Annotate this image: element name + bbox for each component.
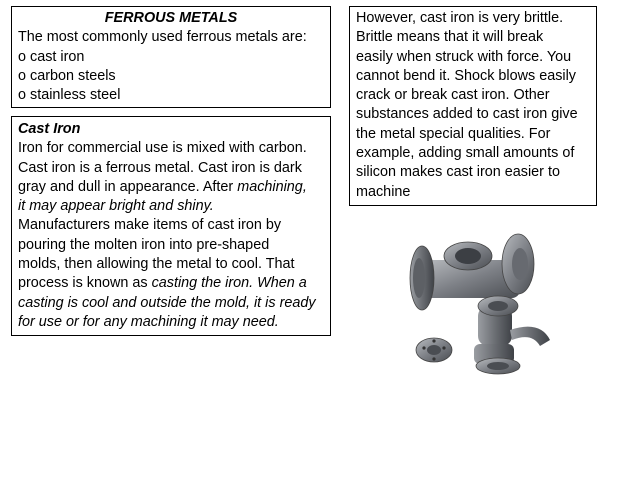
- cast-iron-italic-text: machining,: [237, 178, 307, 195]
- brittle-text-line: example, adding small amounts of: [356, 145, 575, 162]
- cast-iron-text-line: Cast iron is a ferrous metal. Cast iron is dark: [18, 159, 302, 176]
- brittle-text-line: substances added to cast iron give: [356, 106, 578, 123]
- brittle-text-line: However, cast iron is very brittle.: [356, 10, 564, 26]
- ferrous-metals-intro: The most commonly used ferrous metals are:: [18, 29, 307, 46]
- cast-iron-box: [11, 116, 331, 336]
- cast-iron-text-line: for use or for any machining it may need.: [18, 313, 279, 330]
- cast-iron-text-line: pouring the molten iron into pre-shaped: [18, 236, 270, 253]
- ferrous-metals-title: FERROUS METALS: [104, 10, 238, 26]
- cast-iron-fittings-image: [400, 220, 600, 380]
- brittle-text-line: the metal special qualities. For: [356, 125, 551, 142]
- cast-iron-text-line: casting is cool and outside the mold, it is ready: [18, 294, 316, 311]
- list-item: o cast iron: [18, 48, 85, 65]
- brittle-text-line: machine: [356, 183, 411, 200]
- brittle-text-line: cannot bend it. Shock blows easily: [356, 67, 576, 84]
- ferrous-metals-box: [11, 6, 331, 108]
- brittle-box: [349, 6, 597, 206]
- cast-iron-title: Cast Iron: [18, 121, 81, 137]
- brittle-text-line: crack or break cast iron. Other: [356, 87, 550, 104]
- brittle-text-line: easily when struck with force. You: [356, 48, 572, 65]
- brittle-text-line: Brittle means that it will break: [356, 29, 544, 46]
- list-item: o stainless steel: [18, 87, 121, 104]
- cast-iron-text-line: [18, 274, 324, 293]
- cast-iron-text: gray and dull in appearance. After: [18, 178, 238, 195]
- cast-iron-text-line: it may appear bright and shiny.: [18, 198, 214, 215]
- cast-iron-text: process is known as: [18, 275, 152, 292]
- cast-iron-text-line: [18, 178, 324, 197]
- cast-iron-text-line: Iron for commercial use is mixed with carbon.: [18, 140, 307, 157]
- list-item: o carbon steels: [18, 67, 116, 84]
- cast-iron-italic-text: casting the iron. When a: [151, 275, 307, 292]
- brittle-text-line: silicon makes cast iron easier to: [356, 164, 560, 181]
- cast-iron-text-line: Manufacturers make items of cast iron by: [18, 217, 282, 234]
- cast-iron-text-line: molds, then allowing the metal to cool. That: [18, 256, 295, 273]
